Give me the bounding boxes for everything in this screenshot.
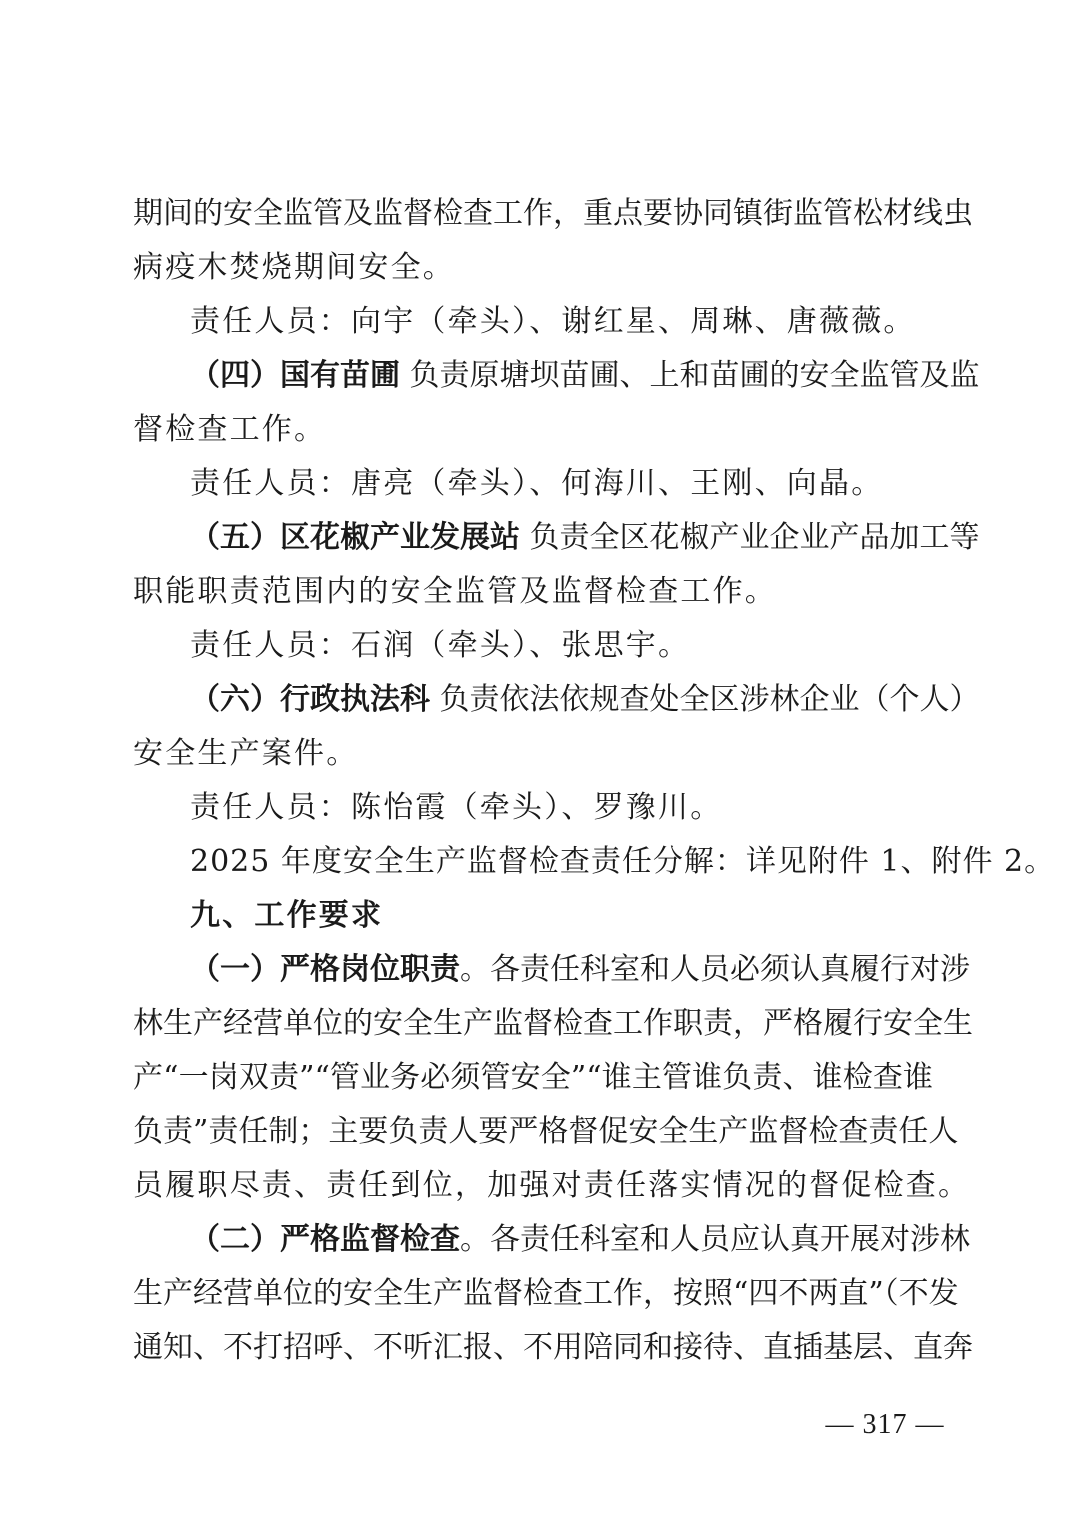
section-heading: （四）国有苗圃 (190, 358, 400, 393)
line-text: 生产经营单位的安全生产监督检查工作，按照“四不两直”（不发 (133, 1276, 959, 1311)
line-text: 安全生产案件。 (133, 736, 359, 771)
paragraph-line (133, 565, 933, 619)
page-number: — 317 — (825, 1409, 945, 1440)
paragraph-line (133, 727, 933, 781)
line-text: 负责原塘坝苗圃、上和苗圃的安全监管及监 (400, 358, 980, 393)
section-heading-line (190, 1213, 970, 1267)
line-text: 2025 年度安全生产监督检查责任分解：详见附件 1、附件 2。 (190, 844, 1056, 879)
line-text: 督检查工作。 (133, 412, 327, 447)
paragraph-line (133, 187, 973, 241)
section-heading: （五）区花椒产业发展站 (190, 520, 520, 555)
line-text: 。各责任科室和人员应认真开展对涉林 (460, 1222, 970, 1257)
line-text: 通知、不打招呼、不听汇报、不用陪同和接待、直插基层、直奔 (133, 1330, 973, 1365)
line-text: 病疫木焚烧期间安全。 (133, 250, 455, 285)
responsible-persons-line (190, 295, 933, 349)
chapter-heading (190, 889, 933, 943)
section-heading-line (190, 349, 980, 403)
paragraph-line (133, 403, 933, 457)
line-text: 责任人员：向宇（牵头）、谢红星、周琳、唐薇薇。 (190, 304, 916, 339)
line-text: 责任人员：陈怡霞（牵头）、罗豫川。 (190, 790, 723, 825)
section-heading: （一）严格岗位职责 (190, 952, 460, 987)
section-heading-line (190, 943, 970, 997)
line-text: 职能职责范围内的安全监管及监督检查工作。 (133, 574, 777, 609)
line-text: 林生产经营单位的安全生产监督检查工作职责，严格履行安全生 (133, 1006, 973, 1041)
line-text: 。各责任科室和人员必须认真履行对涉 (460, 952, 970, 987)
responsible-persons-line (190, 619, 933, 673)
line-text: 责任人员：石润（牵头）、张思宇。 (190, 628, 691, 663)
line-text: 负责”责任制；主要负责人要严格督促安全生产监督检查责任人 (133, 1114, 959, 1149)
paragraph-line (133, 1159, 971, 1213)
section-heading-line (190, 673, 980, 727)
paragraph-line (133, 1267, 959, 1321)
paragraph-line (133, 1105, 959, 1159)
responsible-persons-line (190, 781, 933, 835)
line-text: 期间的安全监管及监督检查工作，重点要协同镇街监管松材线虫 (133, 196, 973, 231)
paragraph-line (133, 997, 973, 1051)
line-text: 责任人员：唐亮（牵头）、何海川、王刚、向晶。 (190, 466, 884, 501)
paragraph-line (133, 1051, 933, 1105)
line-text: 产“一岗双责”“管业务必须管安全”“谁主管谁负责、谁检查谁 (133, 1060, 933, 1095)
section-heading: （六）行政执法科 (190, 682, 430, 717)
line-text: 负责全区花椒产业企业产品加工等 (520, 520, 980, 555)
paragraph-line (133, 241, 933, 295)
line-text: 员履职尽责、责任到位，加强对责任落实情况的督促检查。 (133, 1168, 971, 1203)
heading-text: 九、工作要求 (190, 898, 384, 933)
responsibility-breakdown-line (190, 835, 1056, 889)
line-text: 负责依法依规查处全区涉林企业（个人） (430, 682, 980, 717)
responsible-persons-line (190, 457, 933, 511)
section-heading-line (190, 511, 980, 565)
section-heading: （二）严格监督检查 (190, 1222, 460, 1257)
paragraph-line (133, 1321, 973, 1375)
